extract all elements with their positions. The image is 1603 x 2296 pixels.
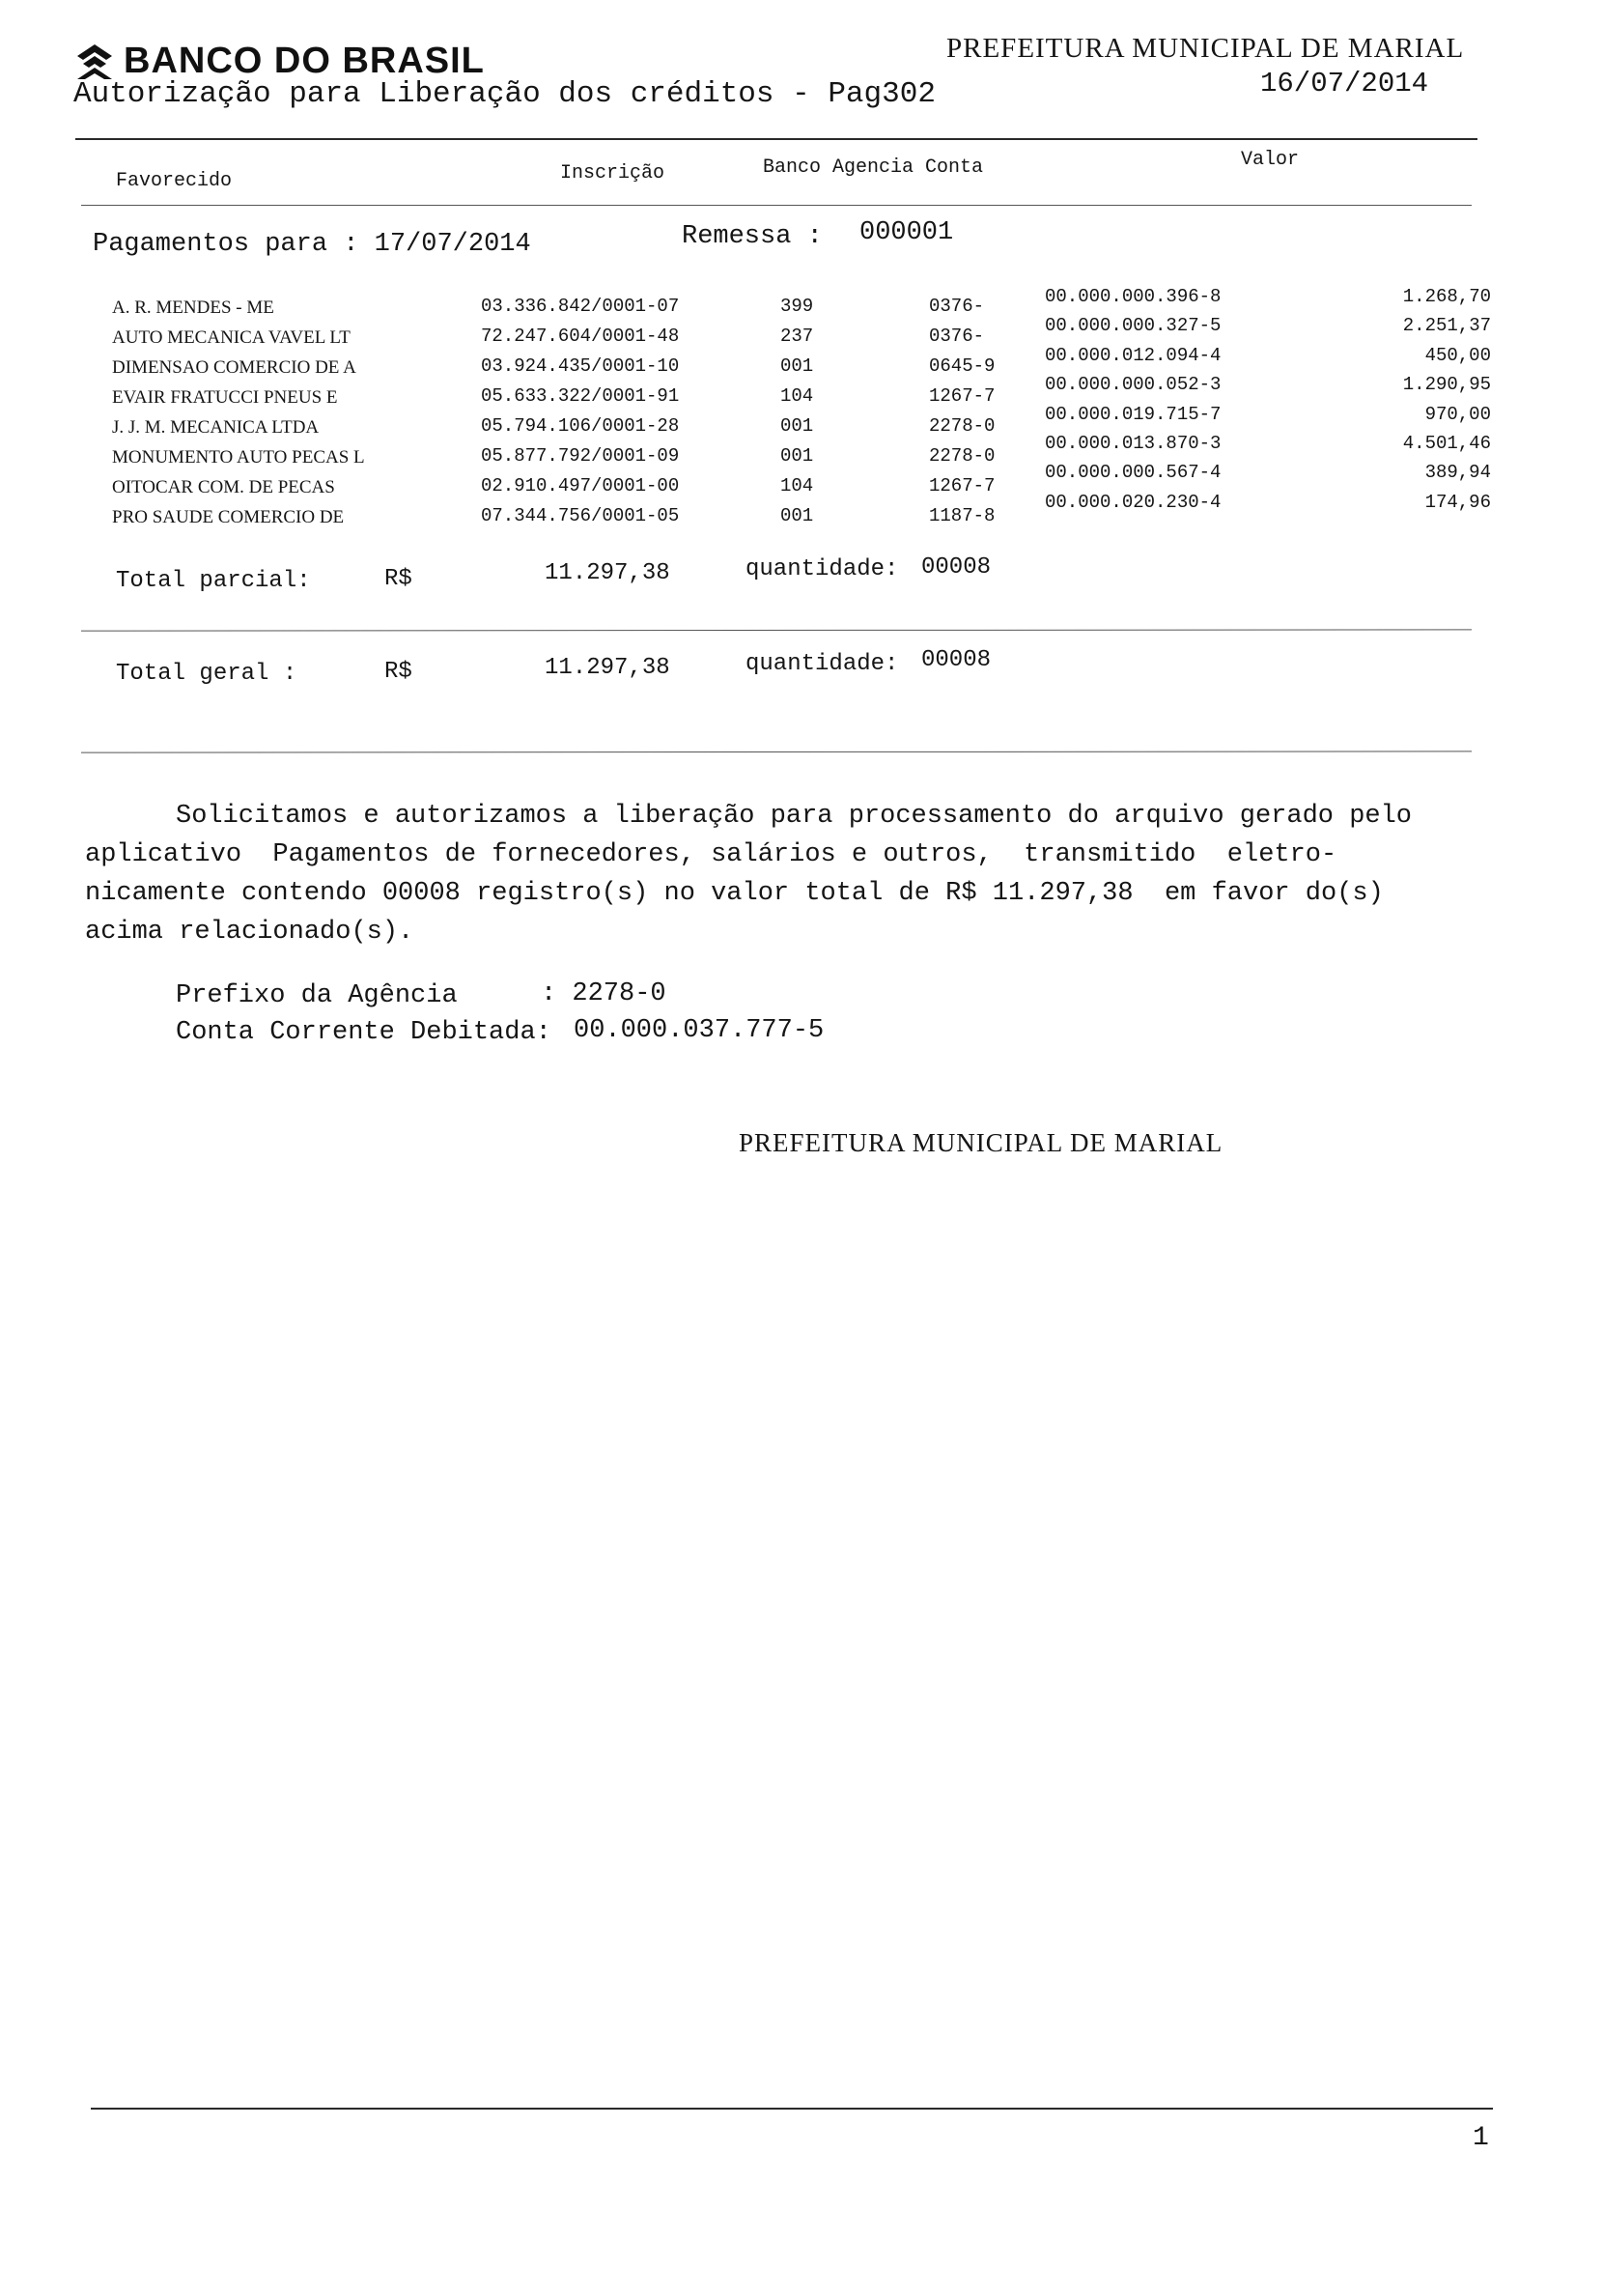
row-favorecido: DIMENSAO COMERCIO DE A <box>112 357 356 378</box>
row-favorecido: J. J. M. MECANICA LTDA <box>112 417 320 438</box>
row-banco: 001 <box>780 415 814 437</box>
bank-logo <box>75 41 485 82</box>
row-conta: 00.000.000.327-5 <box>1045 315 1222 337</box>
remessa-label: Remessa : <box>682 222 823 251</box>
total-geral-value: 11.297,38 <box>545 655 670 681</box>
row-agencia: 0376- <box>929 326 985 347</box>
row-inscricao: 05.633.322/0001-91 <box>481 385 680 407</box>
total-parcial-label: Total parcial: <box>116 568 311 594</box>
document-date: 16/07/2014 <box>1260 68 1429 99</box>
row-inscricao: 07.344.756/0001-05 <box>481 505 680 526</box>
total-geral-quantidade-label: quantidade: <box>745 651 899 677</box>
row-banco: 104 <box>780 385 814 407</box>
total-parcial-quantidade-label: quantidade: <box>745 556 899 582</box>
row-favorecido: AUTO MECANICA VAVEL LT <box>112 327 351 348</box>
row-conta: 00.000.000.052-3 <box>1045 374 1222 396</box>
row-banco: 001 <box>780 355 814 377</box>
row-agencia: 0376- <box>929 296 985 317</box>
row-agencia: 1187-8 <box>929 505 996 526</box>
row-inscricao: 03.924.435/0001-10 <box>481 355 680 377</box>
row-inscricao: 72.247.604/0001-48 <box>481 326 680 347</box>
totals-divider-1 <box>81 629 1472 631</box>
row-banco: 001 <box>780 505 814 526</box>
row-inscricao: 05.877.792/0001-09 <box>481 445 680 467</box>
row-inscricao: 03.336.842/0001-07 <box>481 296 680 317</box>
row-valor: 389,94 <box>1424 462 1491 484</box>
row-conta: 00.000.012.094-4 <box>1045 344 1222 366</box>
row-valor: 4.501,46 <box>1402 433 1491 454</box>
total-geral-quantidade-value: 00008 <box>921 647 992 673</box>
total-parcial-currency: R$ <box>384 566 412 592</box>
conta-corrente-value: 00.000.037.777-5 <box>574 1016 825 1045</box>
columns-divider <box>81 205 1472 206</box>
row-valor: 450,00 <box>1424 344 1491 366</box>
row-banco: 399 <box>780 296 814 317</box>
authorization-line-2: aplicativo Pagamentos de fornecedores, salários e outros, transmitido eletro- <box>85 840 1337 869</box>
prefixo-agencia-value: : 2278-0 <box>541 979 666 1008</box>
total-parcial-value: 11.297,38 <box>545 560 670 586</box>
conta-corrente-label: Conta Corrente Debitada: <box>176 1018 551 1047</box>
row-banco: 104 <box>780 475 814 496</box>
header-divider <box>75 138 1477 140</box>
row-inscricao: 02.910.497/0001-00 <box>481 475 680 496</box>
column-header-favorecido: Favorecido <box>116 170 233 192</box>
row-conta: 00.000.019.715-7 <box>1045 403 1222 425</box>
total-geral-currency: R$ <box>384 659 412 685</box>
row-favorecido: A. R. MENDES - ME <box>112 298 274 318</box>
totals-divider-2 <box>81 751 1472 752</box>
row-conta: 00.000.020.230-4 <box>1045 491 1222 513</box>
row-favorecido: PRO SAUDE COMERCIO DE <box>112 507 345 527</box>
authorization-line-4: acima relacionado(s). <box>85 918 414 947</box>
row-valor: 1.290,95 <box>1402 374 1491 396</box>
row-conta: 00.000.000.396-8 <box>1045 286 1222 307</box>
bank-name: BANCO DO BRASIL <box>124 41 485 81</box>
row-conta: 00.000.000.567-4 <box>1045 462 1222 484</box>
column-header-valor: Valor <box>1241 149 1300 171</box>
row-agencia: 1267-7 <box>929 475 996 496</box>
row-banco: 237 <box>780 326 814 347</box>
payments-date-label: Pagamentos para : 17/07/2014 <box>93 230 531 259</box>
page-footer-divider <box>91 2108 1493 2110</box>
banco-do-brasil-logo-icon <box>75 43 114 81</box>
column-header-inscricao: Inscrição <box>560 162 665 184</box>
row-conta: 00.000.013.870-3 <box>1045 433 1222 454</box>
column-header-banco-agencia-conta: Banco Agencia Conta <box>763 156 984 179</box>
footer-organization: PREFEITURA MUNICIPAL DE MARIAL <box>739 1128 1223 1157</box>
row-inscricao: 05.794.106/0001-28 <box>481 415 680 437</box>
remessa-value: 000001 <box>859 218 954 247</box>
row-valor: 174,96 <box>1424 491 1491 513</box>
row-favorecido: MONUMENTO AUTO PECAS L <box>112 447 365 468</box>
row-valor: 970,00 <box>1424 403 1491 425</box>
prefixo-agencia-label: Prefixo da Agência <box>176 981 458 1010</box>
total-geral-label: Total geral : <box>116 661 297 687</box>
row-agencia: 1267-7 <box>929 385 996 407</box>
row-banco: 001 <box>780 445 814 467</box>
authorization-line-1: Solicitamos e autorizamos a liberação para processamento do arquivo gerado pelo <box>176 802 1413 831</box>
row-agencia: 2278-0 <box>929 445 996 467</box>
authorization-line-3: nicamente contendo 00008 registro(s) no valor total de R$ 11.297,38 em favor do(s) <box>85 879 1384 908</box>
total-parcial-quantidade-value: 00008 <box>921 554 992 581</box>
authorization-paragraph <box>85 797 1456 951</box>
page-number: 1 <box>1473 2123 1489 2153</box>
row-agencia: 2278-0 <box>929 415 996 437</box>
row-valor: 1.268,70 <box>1402 286 1491 307</box>
organization-name: PREFEITURA MUNICIPAL DE MARIAL <box>946 33 1465 64</box>
row-valor: 2.251,37 <box>1402 315 1491 337</box>
row-favorecido: EVAIR FRATUCCI PNEUS E <box>112 387 338 408</box>
row-favorecido: OITOCAR COM. DE PECAS <box>112 477 335 497</box>
document-title: Autorização para Liberação dos créditos - Pag302 <box>73 77 936 111</box>
row-agencia: 0645-9 <box>929 355 996 377</box>
